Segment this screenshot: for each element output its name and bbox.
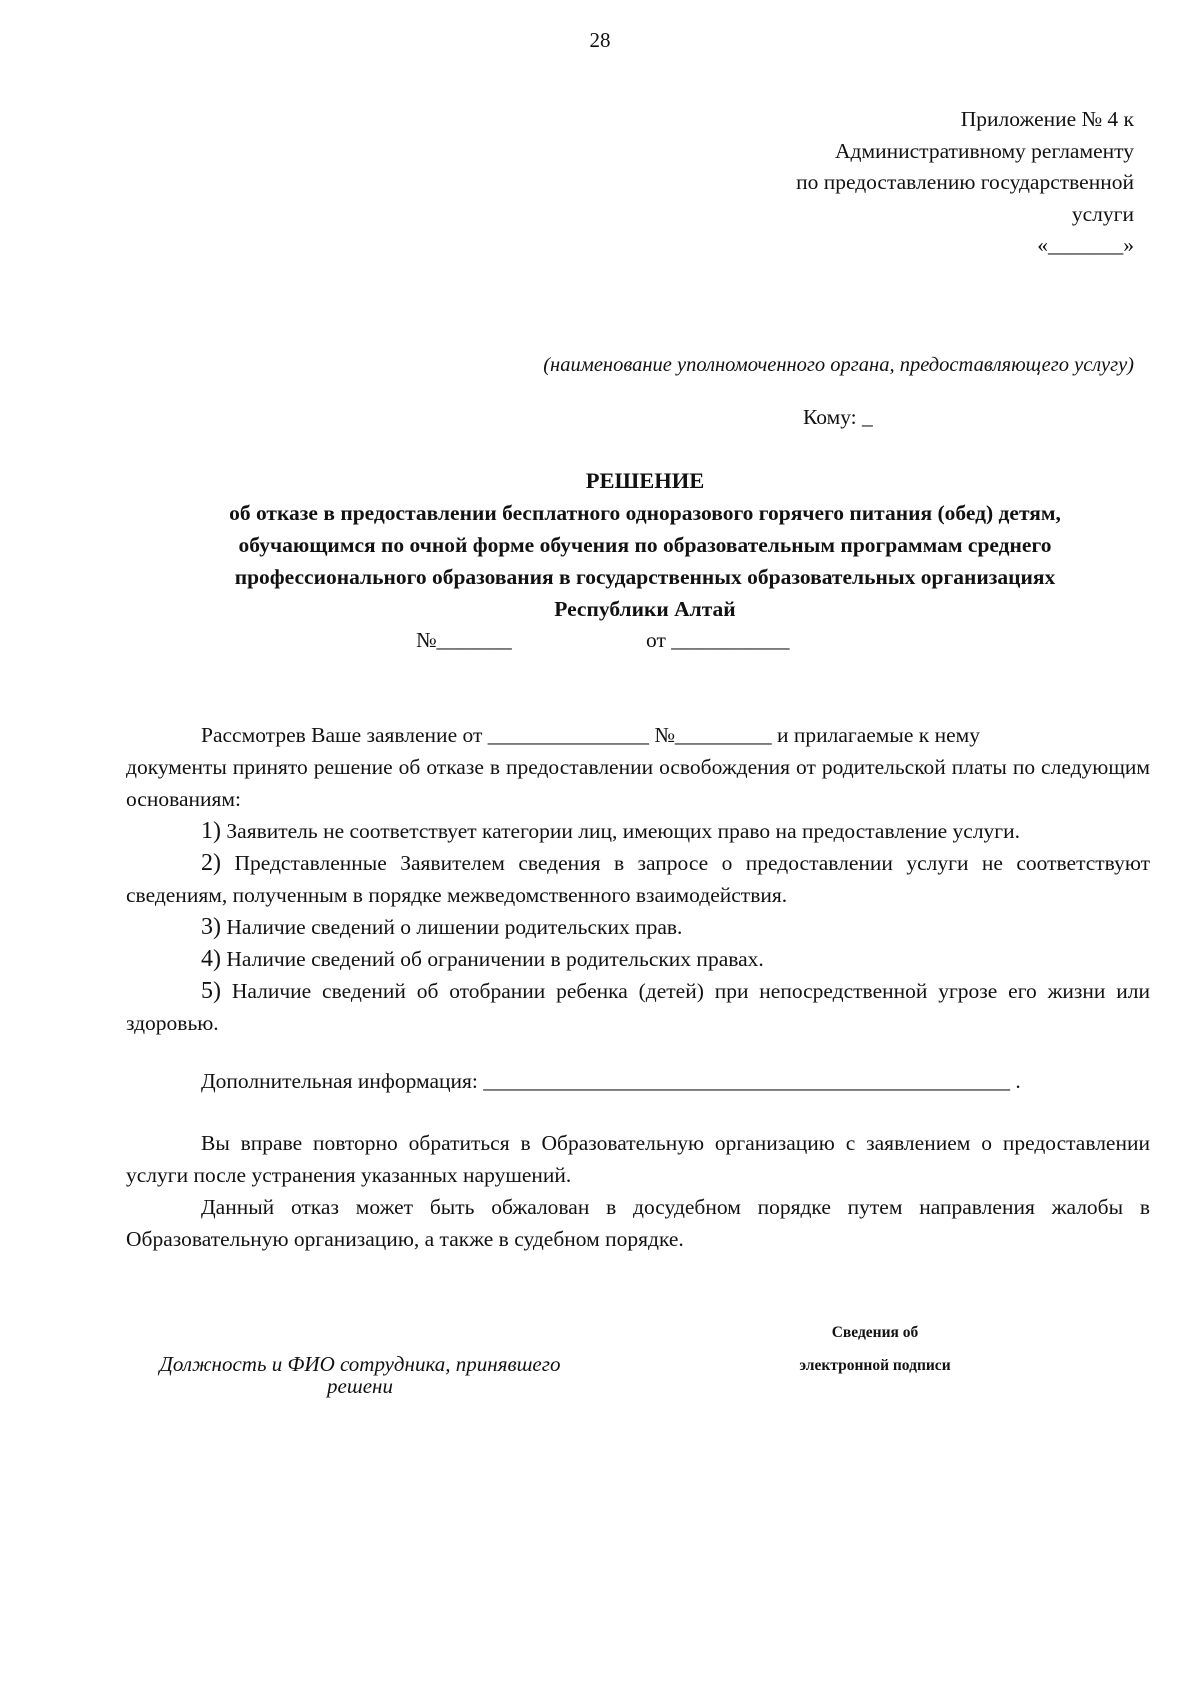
intro-first-line: Рассмотрев Ваше заявление от _______________ №_________ и прилагаемые к нему — [201, 723, 980, 747]
authority-caption: (наименование уполномоченного органа, предоставляющего услугу) — [543, 354, 1134, 376]
signature-line: электронной подписи — [799, 1357, 951, 1374]
recipient-line: Кому: _ — [803, 405, 873, 429]
document-title: РЕШЕНИЕ — [585, 468, 705, 493]
ground-number: 1) — [201, 818, 221, 844]
ground-number: 2) — [201, 850, 221, 876]
appendix-line: Административному регламенту — [835, 138, 1134, 163]
appendix-line: по предоставлению государственной — [796, 170, 1134, 194]
appendix-line: Приложение № 4 к — [960, 107, 1134, 131]
appendix-line: «_______» — [1037, 233, 1134, 257]
additional-info: Дополнительная информация: _________________________________________________ . — [201, 1069, 1021, 1093]
intro-continuation: документы принято решение об отказе в предоставлении освобождения от родительской платы по следующим основаниям: — [126, 755, 1150, 811]
heading-line: обучающимся по очной форме обучения по образовательным программам среднего — [238, 533, 1052, 557]
decision-body — [126, 719, 1150, 1255]
appendix-header — [434, 104, 1134, 262]
ground-item — [126, 943, 1150, 975]
spacer — [126, 1039, 1150, 1065]
page-number: 28 — [589, 28, 611, 52]
heading-line: об отказе в предоставлении бесплатного одноразового горячего питания (обед) детям, — [229, 501, 1061, 525]
ground-number: 3) — [201, 914, 221, 940]
electronic-signature-block — [760, 1316, 990, 1382]
decision-number: №_______ — [416, 628, 512, 652]
signature-line: Сведения об — [831, 1324, 919, 1341]
ground-text: Наличие сведений о лишении родительских прав. — [226, 915, 683, 939]
ground-item — [126, 975, 1150, 1039]
heading-line: Республики Алтай — [554, 597, 736, 621]
ground-item — [126, 911, 1150, 943]
reapply-paragraph: Вы вправе повторно обратиться в Образовательную организацию с заявлением о предоставлении услуги после устранения указанных нарушений. — [126, 1131, 1150, 1187]
position-line: решени — [327, 1374, 393, 1398]
ground-item — [126, 847, 1150, 911]
document-heading — [120, 465, 1170, 625]
ground-text: Представленные Заявителем сведения в запросе о предоставлении услуги не соответствуют сведениям, полученным в порядке межведомственного взаимодействия. — [126, 851, 1151, 907]
ground-text: Наличие сведений об отобрании ребенка (детей) при непосредственной угрозе его жизни или здоровью. — [126, 979, 1151, 1035]
position-line: Должность и ФИО сотрудника, принявшего — [159, 1352, 561, 1376]
spacer — [126, 1097, 1150, 1127]
ground-number: 5) — [201, 978, 221, 1004]
appeal-paragraph: Данный отказ может быть обжалован в досудебном порядке путем направления жалобы в Образовательную организацию, а также в судебном порядке. — [126, 1195, 1150, 1251]
ground-number: 4) — [201, 946, 221, 972]
official-position — [120, 1353, 600, 1397]
heading-line: профессионального образования в государственных образовательных организациях — [234, 565, 1056, 589]
appendix-line: услуги — [1071, 201, 1134, 226]
ground-item — [126, 815, 1150, 847]
ground-text: Заявитель не соответствует категории лиц, имеющих право на предоставление услуги. — [226, 819, 1021, 843]
ground-text: Наличие сведений об ограничении в родительских правах. — [226, 947, 764, 971]
decision-date: от ___________ — [646, 628, 790, 652]
